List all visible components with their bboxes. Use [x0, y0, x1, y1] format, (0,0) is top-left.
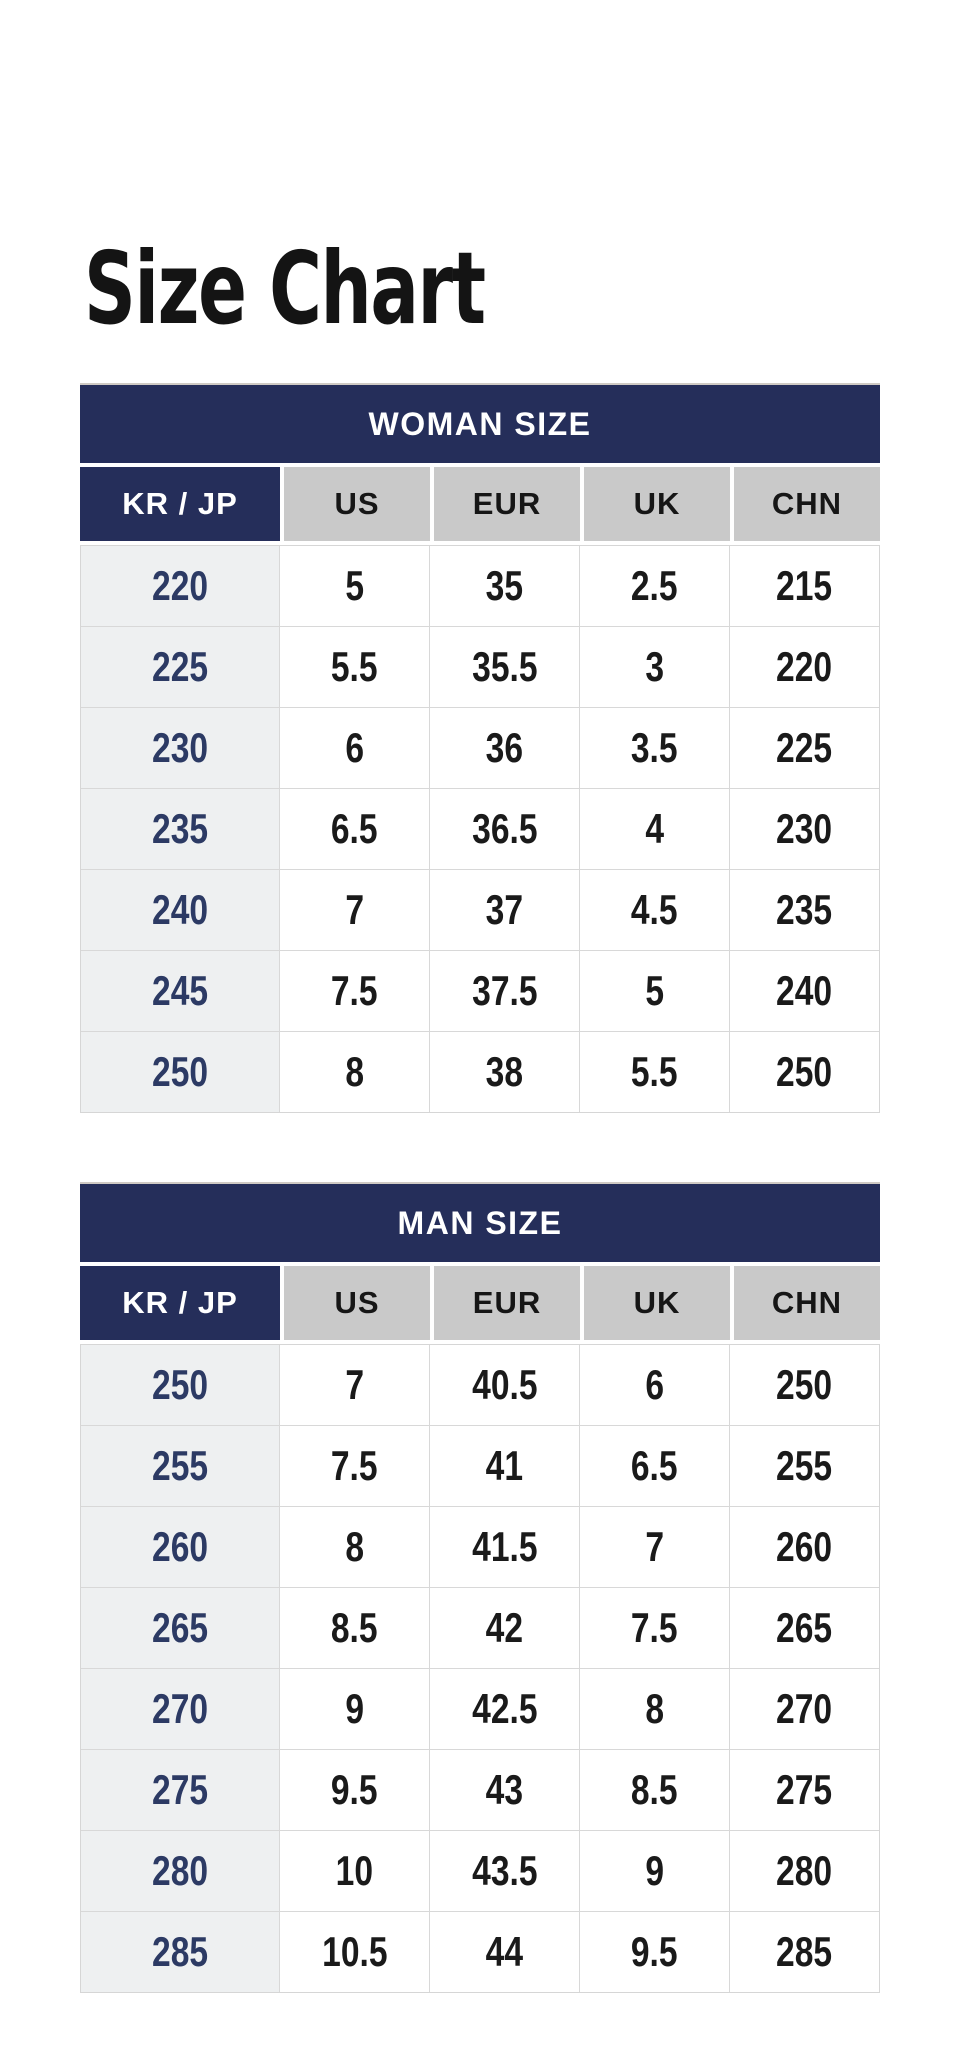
column-header-krjp: KR / JP	[80, 1266, 280, 1340]
size-value: 265	[151, 1604, 209, 1651]
size-cell-krjp	[81, 1345, 279, 1425]
woman-size-table-title: WOMAN SIZE	[368, 405, 592, 442]
size-cell	[279, 1912, 429, 1992]
column-header-us: US	[280, 1266, 430, 1340]
size-cell-krjp	[81, 1032, 279, 1112]
size-value: 7	[345, 886, 364, 933]
size-cell-krjp	[81, 789, 279, 869]
size-cell	[579, 1750, 729, 1830]
woman-size-table-title-band	[80, 383, 880, 463]
size-value: 6.5	[331, 805, 378, 852]
size-cell	[279, 870, 429, 950]
size-cell	[729, 1345, 879, 1425]
page-title: Size Chart	[84, 230, 485, 347]
size-value: 5	[645, 967, 664, 1014]
size-cell	[729, 1507, 879, 1587]
size-value: 7	[645, 1523, 664, 1570]
column-header-chn: CHN	[730, 1266, 880, 1340]
size-value: 215	[776, 562, 833, 609]
size-value: 43	[485, 1766, 524, 1813]
size-value: 5.5	[631, 1048, 678, 1095]
size-cell	[429, 1912, 579, 1992]
size-value: 9.5	[331, 1766, 378, 1813]
size-value: 37.5	[471, 967, 538, 1014]
size-cell	[579, 1669, 729, 1749]
size-value: 35.5	[471, 643, 538, 690]
size-cell	[429, 1831, 579, 1911]
size-value: 37	[485, 886, 524, 933]
size-cell	[279, 627, 429, 707]
size-value: 42.5	[471, 1685, 538, 1732]
size-value: 9	[645, 1847, 664, 1894]
size-value: 285	[151, 1928, 209, 1975]
size-cell	[279, 1831, 429, 1911]
size-cell	[579, 1345, 729, 1425]
size-cell	[279, 708, 429, 788]
size-cell	[579, 870, 729, 950]
size-value: 2.5	[631, 562, 678, 609]
size-cell	[279, 1426, 429, 1506]
size-cell-krjp	[81, 1831, 279, 1911]
size-value: 6	[345, 724, 364, 771]
size-cell	[429, 627, 579, 707]
size-cell-krjp	[81, 1750, 279, 1830]
size-cell	[279, 1507, 429, 1587]
size-value: 41.5	[471, 1523, 538, 1570]
size-value: 35	[485, 562, 524, 609]
size-cell	[429, 1669, 579, 1749]
size-value: 8	[345, 1523, 364, 1570]
size-cell	[429, 870, 579, 950]
size-cell	[429, 1507, 579, 1587]
size-value: 250	[776, 1048, 833, 1095]
table-row	[81, 1830, 879, 1911]
column-header-eur: EUR	[430, 467, 580, 541]
table-row	[81, 1031, 879, 1112]
size-cell	[279, 1032, 429, 1112]
size-cell	[579, 1507, 729, 1587]
size-value: 4	[645, 805, 664, 852]
size-cell	[279, 1669, 429, 1749]
size-value: 9	[345, 1685, 364, 1732]
size-value: 5.5	[331, 643, 378, 690]
column-header-krjp: KR / JP	[80, 467, 280, 541]
size-value: 250	[151, 1361, 209, 1408]
size-cell	[579, 546, 729, 626]
size-value: 255	[776, 1442, 833, 1489]
size-cell	[279, 1345, 429, 1425]
size-cell-krjp	[81, 546, 279, 626]
man-size-header-row	[80, 1266, 880, 1340]
size-value: 230	[776, 805, 833, 852]
size-value: 36.5	[471, 805, 538, 852]
size-cell	[429, 1588, 579, 1668]
size-value: 235	[776, 886, 833, 933]
size-cell	[429, 1032, 579, 1112]
size-cell	[429, 546, 579, 626]
size-value: 6	[645, 1361, 664, 1408]
size-value: 225	[776, 724, 833, 771]
size-cell	[729, 708, 879, 788]
size-value: 275	[151, 1766, 209, 1813]
size-value: 40.5	[471, 1361, 538, 1408]
size-value: 220	[151, 562, 209, 609]
size-value: 5	[345, 562, 364, 609]
size-cell-krjp	[81, 870, 279, 950]
size-cell	[729, 1032, 879, 1112]
table-row	[81, 546, 879, 626]
table-row	[81, 950, 879, 1031]
size-value: 9.5	[631, 1928, 678, 1975]
size-cell	[279, 546, 429, 626]
size-value: 250	[776, 1361, 833, 1408]
size-value: 6.5	[631, 1442, 678, 1489]
size-cell	[729, 546, 879, 626]
size-cell	[579, 627, 729, 707]
size-cell	[729, 1426, 879, 1506]
size-value: 7.5	[331, 1442, 378, 1489]
size-value: 3.5	[631, 724, 678, 771]
size-value: 10	[335, 1847, 374, 1894]
size-value: 250	[151, 1048, 209, 1095]
woman-size-table	[80, 383, 880, 1113]
size-cell	[279, 789, 429, 869]
size-value: 38	[485, 1048, 524, 1095]
size-cell	[729, 1912, 879, 1992]
size-cell-krjp	[81, 1507, 279, 1587]
size-cell-krjp	[81, 1912, 279, 1992]
size-value: 43.5	[471, 1847, 538, 1894]
size-value: 4.5	[631, 886, 678, 933]
size-cell-krjp	[81, 627, 279, 707]
size-value: 285	[776, 1928, 833, 1975]
size-cell	[279, 1750, 429, 1830]
size-value: 265	[776, 1604, 833, 1651]
table-row	[81, 1911, 879, 1992]
size-value: 8	[645, 1685, 664, 1732]
size-cell	[729, 1750, 879, 1830]
size-value: 280	[776, 1847, 833, 1894]
size-cell	[429, 951, 579, 1031]
size-value: 36	[485, 724, 524, 771]
size-value: 230	[151, 724, 209, 771]
size-value: 7.5	[331, 967, 378, 1014]
size-cell	[579, 708, 729, 788]
size-value: 270	[776, 1685, 833, 1732]
size-value: 235	[151, 805, 209, 852]
size-cell	[579, 1426, 729, 1506]
size-value: 44	[485, 1928, 524, 1975]
woman-size-data-grid	[80, 545, 880, 1113]
size-cell	[429, 1750, 579, 1830]
size-cell	[579, 789, 729, 869]
man-size-table-title: MAN SIZE	[397, 1204, 563, 1241]
size-value: 41	[485, 1442, 524, 1489]
size-value: 245	[151, 967, 209, 1014]
size-value: 255	[151, 1442, 209, 1489]
size-cell	[579, 951, 729, 1031]
size-cell-krjp	[81, 951, 279, 1031]
column-header-uk: UK	[580, 1266, 730, 1340]
size-value: 10.5	[321, 1928, 388, 1975]
size-cell	[579, 1912, 729, 1992]
size-cell	[279, 951, 429, 1031]
man-size-table	[80, 1182, 880, 1993]
table-row	[81, 707, 879, 788]
size-cell-krjp	[81, 1426, 279, 1506]
size-value: 225	[151, 643, 209, 690]
woman-size-header-row	[80, 467, 880, 541]
column-header-chn: CHN	[730, 467, 880, 541]
column-header-eur: EUR	[430, 1266, 580, 1340]
man-size-table-title-band	[80, 1182, 880, 1262]
size-cell	[429, 1345, 579, 1425]
size-value: 280	[151, 1847, 209, 1894]
size-cell	[429, 789, 579, 869]
column-header-uk: UK	[580, 467, 730, 541]
column-header-us: US	[280, 467, 430, 541]
size-value: 260	[776, 1523, 833, 1570]
table-row	[81, 869, 879, 950]
size-value: 8.5	[631, 1766, 678, 1813]
size-cell	[279, 1588, 429, 1668]
size-value: 240	[151, 886, 209, 933]
size-cell	[729, 870, 879, 950]
size-cell	[579, 1588, 729, 1668]
size-cell	[729, 789, 879, 869]
table-row	[81, 1345, 879, 1425]
size-value: 275	[776, 1766, 833, 1813]
size-cell	[729, 1831, 879, 1911]
size-cell	[729, 1588, 879, 1668]
size-cell	[729, 627, 879, 707]
table-row	[81, 1749, 879, 1830]
size-cell-krjp	[81, 1588, 279, 1668]
table-row	[81, 788, 879, 869]
table-row	[81, 626, 879, 707]
size-cell	[579, 1032, 729, 1112]
size-cell	[429, 708, 579, 788]
table-row	[81, 1425, 879, 1506]
size-cell-krjp	[81, 708, 279, 788]
size-cell	[729, 1669, 879, 1749]
size-value: 3	[645, 643, 664, 690]
table-row	[81, 1587, 879, 1668]
table-row	[81, 1668, 879, 1749]
size-cell	[579, 1831, 729, 1911]
table-row	[81, 1506, 879, 1587]
size-value: 8	[345, 1048, 364, 1095]
size-value: 270	[151, 1685, 209, 1732]
size-value: 220	[776, 643, 833, 690]
size-cell	[429, 1426, 579, 1506]
size-value: 42	[485, 1604, 524, 1651]
size-value: 7.5	[631, 1604, 678, 1651]
man-size-data-grid	[80, 1344, 880, 1993]
size-value: 260	[151, 1523, 209, 1570]
size-value: 240	[776, 967, 833, 1014]
size-value: 7	[345, 1361, 364, 1408]
size-cell	[729, 951, 879, 1031]
size-value: 8.5	[331, 1604, 378, 1651]
size-cell-krjp	[81, 1669, 279, 1749]
